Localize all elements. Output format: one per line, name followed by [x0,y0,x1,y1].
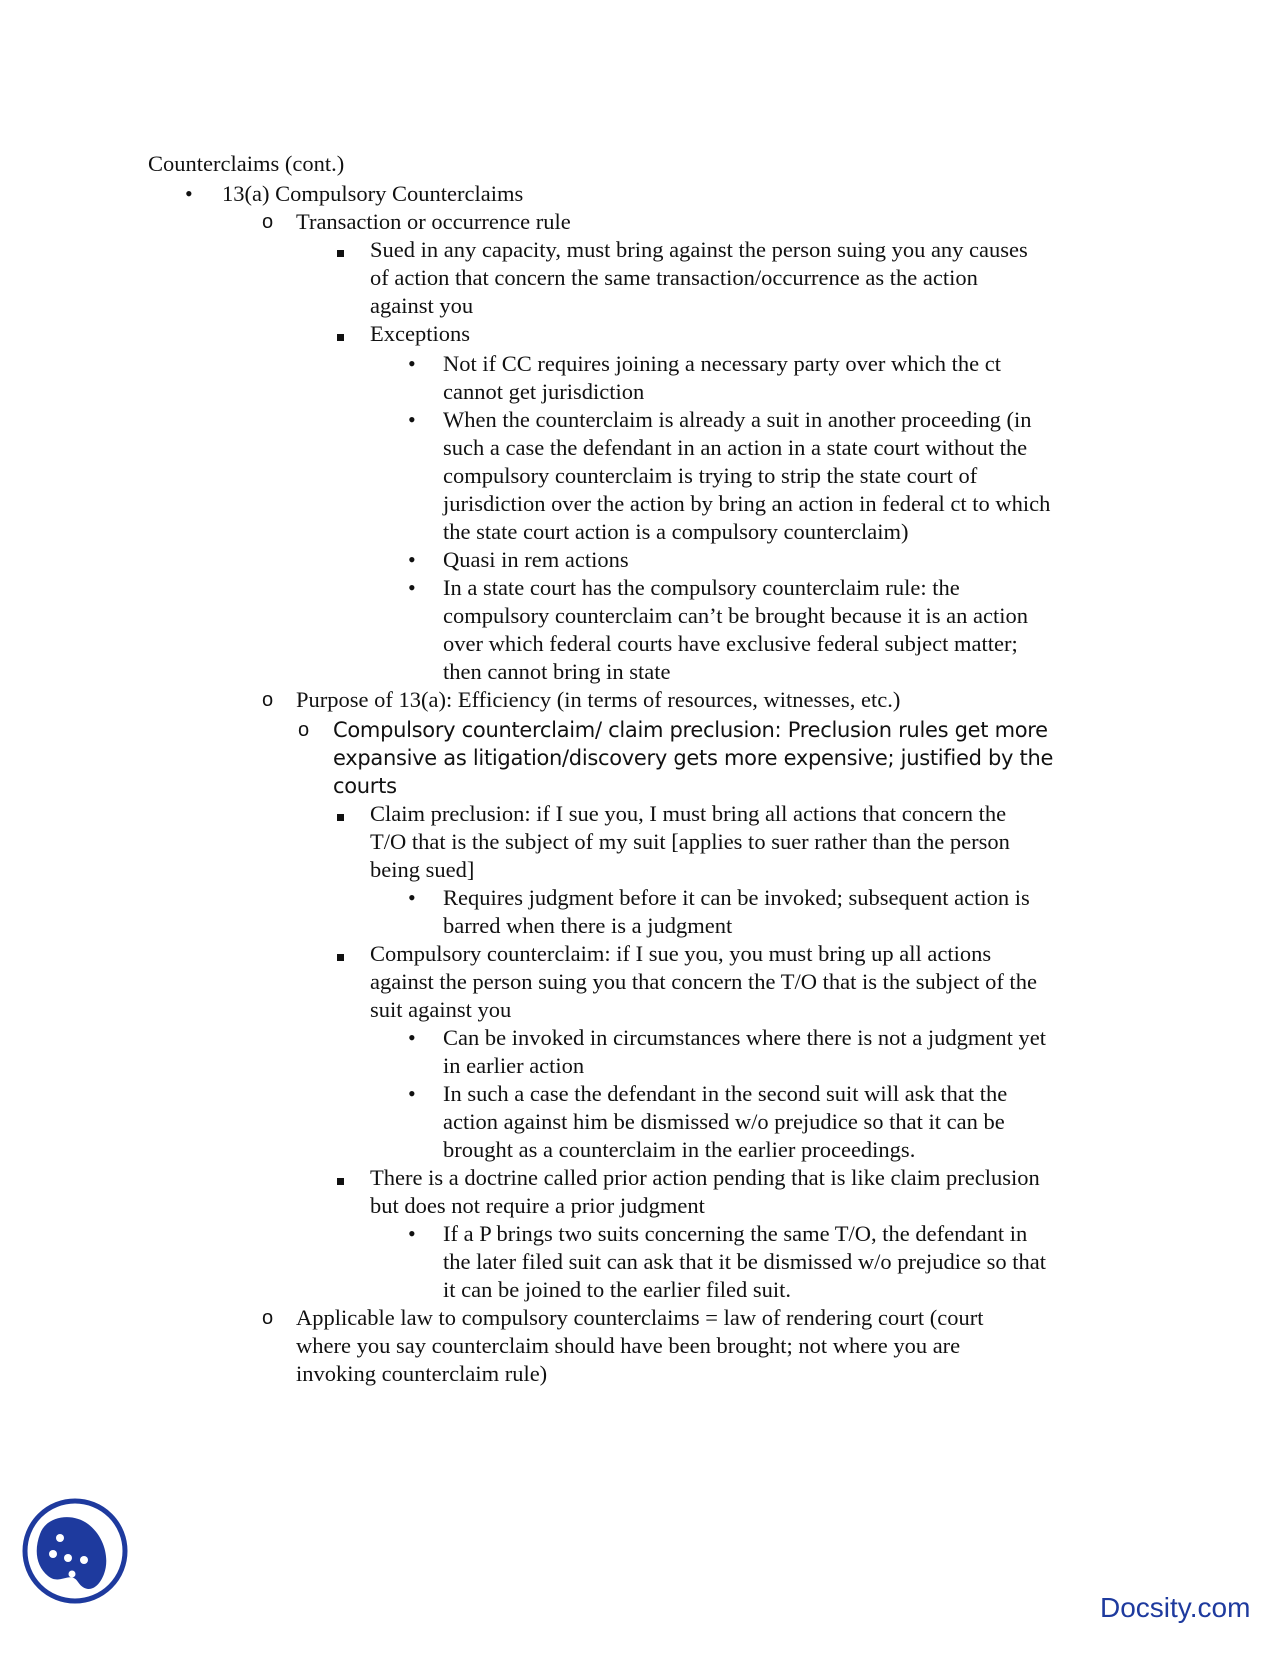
bullet-marker: o [298,719,310,741]
list-item-continuation: but does not require a prior judgment [370,1193,705,1218]
bullet-marker: • [408,885,416,910]
list-item-continuation: such a case the defendant in an action in a state court without the [443,435,1028,460]
bullet-marker [337,1164,344,1192]
bullet-marker: o [262,211,274,233]
list-item-continuation: being sued] [370,857,475,882]
bullet-marker: • [185,181,193,206]
list-item: In such a case the defendant in the second suit will ask that the [443,1081,1008,1106]
bullet-marker: • [408,547,416,572]
list-item-continuation: against you [370,293,474,318]
list-item: Quasi in rem actions [443,547,629,572]
list-item: Applicable law to compulsory counterclaims = law of rendering court (court [296,1305,984,1330]
bullet-marker: • [408,1081,416,1106]
page-heading: Counterclaims (cont.) [148,151,345,176]
bullet-marker [337,320,344,348]
list-item-continuation: T/O that is the subject of my suit [applies to suer rather than the person [370,829,1010,854]
list-item-continuation: in earlier action [443,1053,585,1078]
list-item-continuation: where you say counterclaim should have been brought; not where you are [296,1333,961,1358]
list-item: Exceptions [370,321,470,346]
list-item: Can be invoked in circumstances where there is not a judgment yet [443,1025,1046,1050]
list-item: Compulsory counterclaim/ claim preclusion: Preclusion rules get more [333,718,1048,742]
list-item-continuation: then cannot bring in state [443,659,671,684]
bullet-marker: • [408,575,416,600]
list-item-continuation: expansive as litigation/discovery gets more expensive; justified by the [333,746,1054,770]
list-item: There is a doctrine called prior action pending that is like claim preclusion [370,1165,1040,1190]
list-item-continuation: action against him be dismissed w/o prejudice so that it can be [443,1109,1005,1134]
list-item: When the counterclaim is already a suit in another proceeding (in [443,407,1032,432]
list-item-continuation: against the person suing you that concern the T/O that is the subject of the [370,969,1037,994]
list-item: Sued in any capacity, must bring against the person suing you any causes [370,237,1028,262]
list-item-continuation: it can be joined to the earlier filed suit. [443,1277,792,1302]
list-item-continuation: courts [333,774,397,798]
bullet-marker [337,800,344,828]
list-item: In a state court has the compulsory counterclaim rule: the [443,575,960,600]
list-item: Claim preclusion: if I sue you, I must bring all actions that concern the [370,801,1007,826]
list-item: Compulsory counterclaim: if I sue you, you must bring up all actions [370,941,992,966]
bullet-marker: • [408,407,416,432]
list-item: Purpose of 13(a): Efficiency (in terms of resources, witnesses, etc.) [296,687,901,712]
list-item: Transaction or occurrence rule [296,209,571,234]
list-item-continuation: over which federal courts have exclusive federal subject matter; [443,631,1018,656]
bullet-marker: • [408,1025,416,1050]
list-item: 13(a) Compulsory Counterclaims [222,181,524,206]
bullet-marker: • [408,351,416,376]
list-item-continuation: barred when there is a judgment [443,913,733,938]
bullet-marker: • [408,1221,416,1246]
list-item-continuation: cannot get jurisdiction [443,379,645,404]
docsity-logo-icon[interactable] [20,1496,130,1606]
list-item-continuation: jurisdiction over the action by bring an action in federal ct to which [443,491,1051,516]
list-item-continuation: of action that concern the same transaction/occurrence as the action [370,265,978,290]
bullet-marker: o [262,689,274,711]
list-item-continuation: suit against you [370,997,512,1022]
list-item-continuation: compulsory counterclaim can’t be brought because it is an action [443,603,1029,628]
list-item-continuation: brought as a counterclaim in the earlier proceedings. [443,1137,916,1162]
list-item-continuation: the state court action is a compulsory counterclaim) [443,519,909,544]
bullet-marker: o [262,1307,274,1329]
list-item-continuation: invoking counterclaim rule) [296,1361,548,1386]
list-item: Not if CC requires joining a necessary party over which the ct [443,351,1001,376]
bullet-marker [337,236,344,264]
list-item: If a P brings two suits concerning the same T/O, the defendant in [443,1221,1028,1246]
docsity-wordmark[interactable]: Docsity.com [1100,1592,1251,1623]
list-item-continuation: compulsory counterclaim is trying to strip the state court of [443,463,978,488]
list-item-continuation: the later filed suit can ask that it be dismissed w/o prejudice so that [443,1249,1046,1274]
bullet-marker [337,940,344,968]
list-item: Requires judgment before it can be invoked; subsequent action is [443,885,1030,910]
